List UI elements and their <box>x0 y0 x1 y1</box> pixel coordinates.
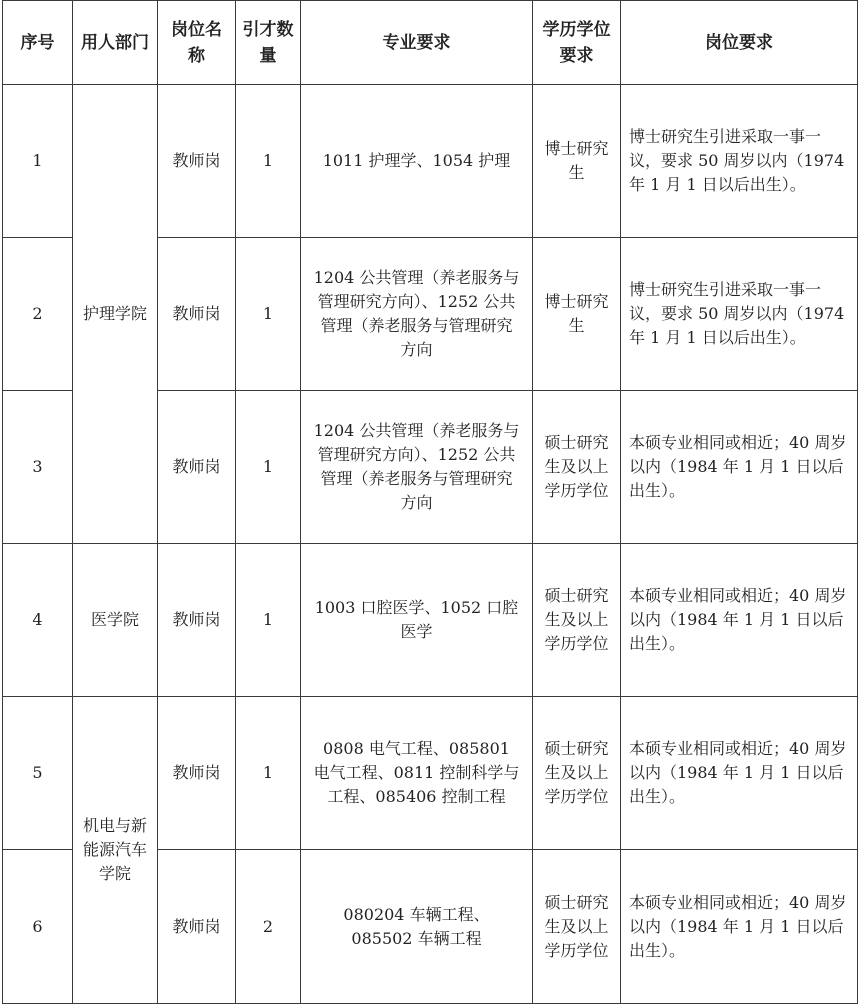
post-cell: 教师岗 <box>158 544 236 697</box>
major-cell: 080204 车辆工程、085502 车辆工程 <box>301 850 533 1004</box>
header-seq: 序号 <box>3 1 73 85</box>
req-cell: 本硕专业相同或相近；40 周岁以内（1984 年 1 月 1 日以后出生）。 <box>621 391 858 544</box>
dept-cell: 护理学院 <box>73 85 158 544</box>
major-cell: 1204 公共管理（养老服务与管理研究方向）、1252 公共管理（养老服务与管理研究方向 <box>301 238 533 391</box>
header-dept: 用人部门 <box>73 1 158 85</box>
count-cell: 1 <box>236 544 301 697</box>
edu-cell: 博士研究生 <box>533 238 621 391</box>
req-cell: 本硕专业相同或相近；40 周岁以内（1984 年 1 月 1 日以后出生）。 <box>621 850 858 1004</box>
count-cell: 2 <box>236 850 301 1004</box>
req-cell: 本硕专业相同或相近；40 周岁以内（1984 年 1 月 1 日以后出生）。 <box>621 697 858 850</box>
major-cell: 1003 口腔医学、1052 口腔医学 <box>301 544 533 697</box>
seq-cell: 5 <box>3 697 73 850</box>
edu-cell: 硕士研究生及以上学历学位 <box>533 544 621 697</box>
header-req: 岗位要求 <box>621 1 858 85</box>
seq-cell: 1 <box>3 85 73 238</box>
table-row <box>3 85 858 238</box>
post-cell: 教师岗 <box>158 850 236 1004</box>
seq-cell: 3 <box>3 391 73 544</box>
edu-cell: 硕士研究生及以上学历学位 <box>533 391 621 544</box>
header-count: 引才数量 <box>236 1 301 85</box>
dept-cell: 机电与新能源汽车学院 <box>73 697 158 1004</box>
header-edu: 学历学位要求 <box>533 1 621 85</box>
edu-cell: 硕士研究生及以上学历学位 <box>533 850 621 1004</box>
count-cell: 1 <box>236 697 301 850</box>
post-cell: 教师岗 <box>158 697 236 850</box>
req-cell: 本硕专业相同或相近；40 周岁以内（1984 年 1 月 1 日以后出生）。 <box>621 544 858 697</box>
edu-cell: 博士研究生 <box>533 85 621 238</box>
post-cell: 教师岗 <box>158 85 236 238</box>
req-cell: 博士研究生引进采取一事一议，要求 50 周岁以内（1974 年 1 月 1 日以后出生）。 <box>621 238 858 391</box>
req-cell: 博士研究生引进采取一事一议，要求 50 周岁以内（1974 年 1 月 1 日以后出生）。 <box>621 85 858 238</box>
seq-cell: 6 <box>3 850 73 1004</box>
post-cell: 教师岗 <box>158 238 236 391</box>
dept-cell: 医学院 <box>73 544 158 697</box>
count-cell: 1 <box>236 391 301 544</box>
major-cell: 0808 电气工程、085801 电气工程、0811 控制科学与工程、085406 控制工程 <box>301 697 533 850</box>
major-cell: 1204 公共管理（养老服务与管理研究方向）、1252 公共管理（养老服务与管理研究方向 <box>301 391 533 544</box>
major-cell: 1011 护理学、1054 护理 <box>301 85 533 238</box>
seq-cell: 4 <box>3 544 73 697</box>
header-major: 专业要求 <box>301 1 533 85</box>
edu-cell: 硕士研究生及以上学历学位 <box>533 697 621 850</box>
count-cell: 1 <box>236 85 301 238</box>
header-row <box>3 1 858 85</box>
count-cell: 1 <box>236 238 301 391</box>
seq-cell: 2 <box>3 238 73 391</box>
recruitment-table <box>2 0 858 1004</box>
header-post: 岗位名称 <box>158 1 236 85</box>
table-row <box>3 544 858 697</box>
post-cell: 教师岗 <box>158 391 236 544</box>
table-row <box>3 697 858 850</box>
